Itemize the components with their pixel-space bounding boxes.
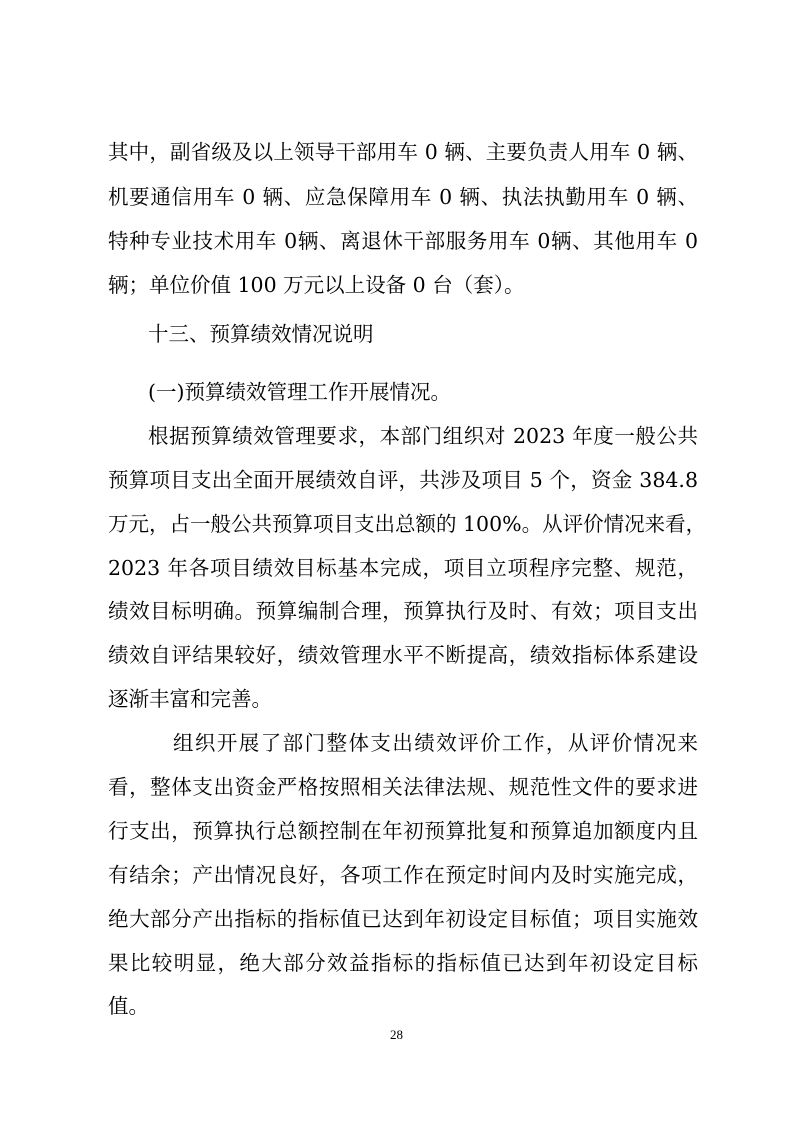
text-line: 预算项目支出全面开展绩效自评，共涉及项目 5 个，资金 384.8: [108, 468, 698, 492]
page-number: 28: [390, 1027, 403, 1042]
text-line: 有结余；产出情况良好，各项工作在预定时间内及时实施完成，: [108, 863, 698, 887]
text-line: 绝大部分产出指标的指标值已达到年初设定目标值；项目实施效: [108, 907, 698, 931]
text-line: 值。: [108, 994, 149, 1018]
text-line: 其中，副省级及以上领导干部用车 0 辆、主要负责人用车 0 辆、: [108, 140, 698, 164]
text-line: 果比较明显，绝大部分效益指标的指标值已达到年初设定目标: [108, 951, 698, 975]
text-line: 看，整体支出资金严格按照相关法律法规、规范性文件的要求进: [108, 775, 698, 799]
text-line: 万元，占一般公共预算项目支出总额的 100%。从评价情况来看，: [108, 512, 707, 536]
text-line: 组织开展了部门整体支出绩效评价工作，从评价情况来: [173, 731, 698, 755]
text-line: 辆；单位价值 100 万元以上设备 0 台（套）。: [108, 273, 525, 297]
text-line: 绩效目标明确。预算编制合理，预算执行及时、有效；项目支出: [108, 599, 698, 623]
text-line: 机要通信用车 0 辆、应急保障用车 0 辆、执法执勤用车 0 辆、: [108, 185, 698, 209]
text-line: 逐渐丰富和完善。: [108, 687, 272, 711]
sub-heading: (一)预算绩效管理工作开展情况。: [148, 380, 451, 404]
text-line: 特种专业技术用车 0辆、离退休干部服务用车 0辆、其他用车 0: [108, 229, 698, 253]
text-line: 2023 年各项目绩效目标基本完成，项目立项程序完整、规范，: [108, 556, 698, 580]
section-heading: 十三、预算绩效情况说明: [148, 322, 374, 346]
text-line: 根据预算绩效管理要求，本部门组织对 2023 年度一般公共: [148, 424, 698, 448]
text-line: 行支出，预算执行总额控制在年初预算批复和预算追加额度内且: [108, 819, 698, 843]
text-line: 绩效自评结果较好，绩效管理水平不断提高，绩效指标体系建设: [108, 643, 698, 667]
